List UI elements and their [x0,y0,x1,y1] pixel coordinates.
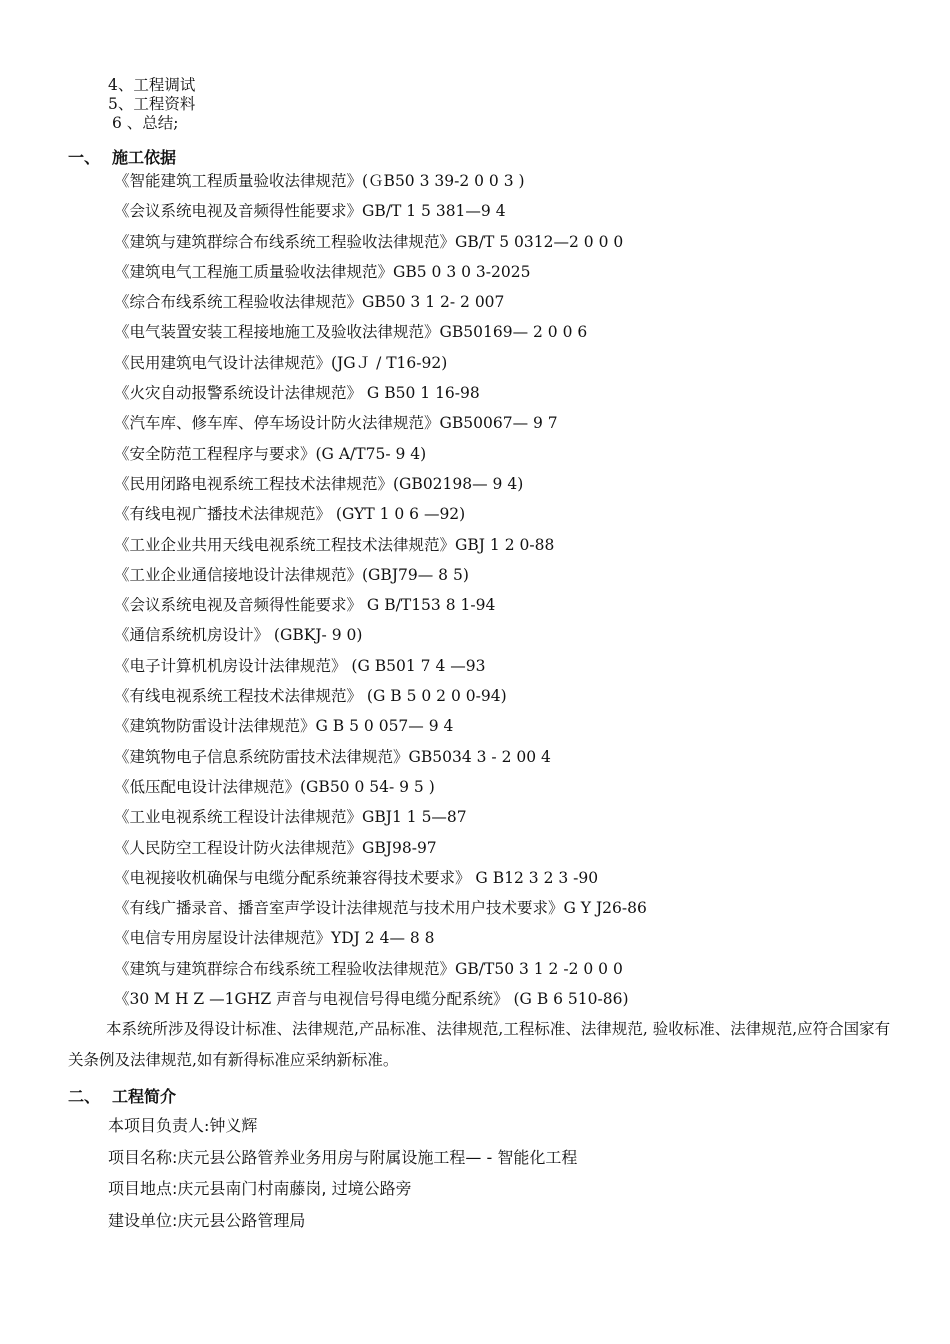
reference-item: 《建筑电气工程施工质量验收法律规范》GB5 0 3 0 3-2025 [114,262,531,281]
reference-item: 《建筑物防雷设计法律规范》G B 5 0 057— 9 4 [114,717,454,736]
project-name: 项目名称:庆元县公路管养业务用房与附属设施工程— - 智能化工程 [108,1147,578,1167]
reference-item: 《电气装置安装工程接地施工及验收法律规范》GB50169— 2 0 0 6 [114,323,588,342]
reference-item: 《30 M H Z —1GHZ 声音与电视信号得电缆分配系统》 (G B 6 510-86) [114,990,629,1009]
section-title: 施工依据 [112,148,177,167]
toc-list [108,76,195,133]
reference-item: 《低压配电设计法律规范》(GB50 0 54- 9 5 ) [114,777,435,796]
reference-item: 《汽车库、修车库、停车场设计防火法律规范》GB50067— 9 7 [114,414,558,433]
reference-item: 《会议系统电视及音频得性能要求》GB/T 1 5 381—9 4 [114,202,506,221]
reference-item: 《通信系统机房设计》 (GBKJ- 9 0) [114,626,363,645]
section-heading-overview [68,1084,176,1107]
reference-item: 《工业电视系统工程设计法律规范》GBJ1 1 5—87 [114,808,467,827]
toc-item: 5、工程资料 [108,95,196,113]
toc-item: 6 、总结; [112,114,179,132]
project-location: 项目地点:庆元县南门村南藤岗, 过境公路旁 [108,1179,412,1198]
reference-item: 《工业企业通信接地设计法律规范》(GBJ79— 8 5) [114,565,469,584]
reference-item: 《民用闭路电视系统工程技术法律规范》(GB02198— 9 4) [114,474,524,493]
reference-item: 《综合布线系统工程验收法律规范》GB50 3 1 2- 2 007 [114,293,505,312]
standards-paragraph: 本系统所涉及得设计标准、法律规范,产品标准、法律规范,工程标准、法律规范, 验收标准、法律规范,应符合国家有关条例及法律规范,如有新得标准应采纳新标准。 [68,1020,891,1069]
toc-item: 4、工程调试 [108,76,196,94]
section-number: 一、 [68,148,101,167]
reference-item: 《工业企业共用天线电视系统工程技术法律规范》GBJ 1 2 0-88 [114,535,555,554]
reference-item: 《建筑与建筑群综合布线系统工程验收法律规范》GB/T 5 0312—2 0 0 0 [114,232,624,251]
reference-item: 《安全防范工程程序与要求》(G A/T75- 9 4) [114,444,427,463]
reference-item: 《有线广播录音、播音室声学设计法律规范与技术用户技术要求》G Y J26-86 [114,899,647,918]
section-number: 二、 [68,1087,101,1106]
reference-item: 《电信专用房屋设计法律规范》YDJ 2 4— 8 8 [114,929,435,948]
reference-item: 《民用建筑电气设计法律规范》(JGＪ / T16-92) [114,353,448,372]
reference-item: 《会议系统电视及音频得性能要求》 G B/T153 8 1-94 [114,596,496,615]
reference-item: 《电子计算机机房设计法律规范》 (G B501 7 4 —93 [114,656,486,675]
reference-item: 《智能建筑工程质量验收法律规范》(ＧB50 3 39-2 0 0 3 ) [114,172,525,190]
section-heading-basis [68,145,176,168]
reference-item: 《电视接收机确保与电缆分配系统兼容得技术要求》 G B12 3 2 3 -90 [114,868,599,887]
reference-item: 《有线电视广播技术法律规范》 (GYT 1 0 6 —92) [114,505,466,524]
reference-item: 《有线电视系统工程技术法律规范》 (G B 5 0 2 0 0-94) [114,687,507,706]
reference-item: 《火灾自动报警系统设计法律规范》 G B50 1 16-98 [114,384,480,403]
reference-item: 《人民防空工程设计防火法律规范》GBJ98-97 [114,838,437,857]
project-manager: 本项目负责人:钟义辉 [108,1116,258,1135]
project-info [108,1110,577,1236]
reference-item: 《建筑与建筑群综合布线系统工程验收法律规范》GB/T50 3 1 2 -2 0 0 0 [114,959,623,978]
construction-unit: 建设单位:庆元县公路管理局 [108,1210,306,1230]
reference-list [114,166,647,1014]
reference-item: 《建筑物电子信息系统防雷技术法律规范》GB5034 3 - 2 00 4 [114,747,551,766]
section-title: 工程简介 [112,1087,177,1106]
